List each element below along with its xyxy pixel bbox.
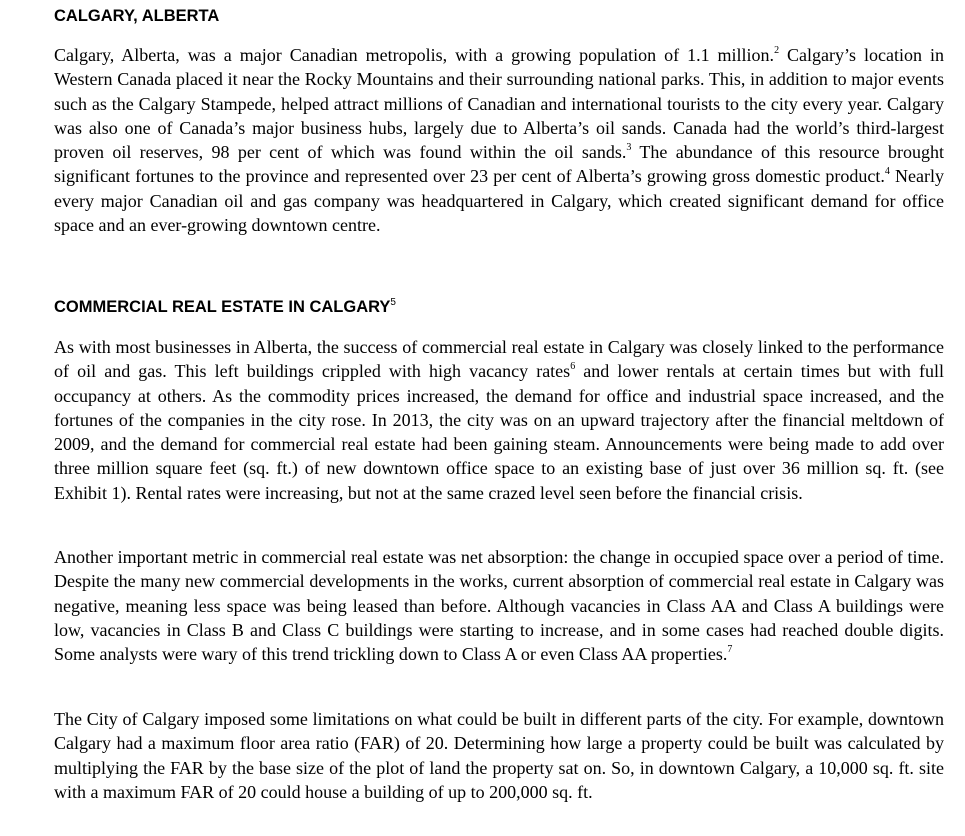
paragraph-commercial-real-estate <box>54 335 944 505</box>
section-heading-commercial-real-estate <box>54 297 396 317</box>
paragraph-text: Another important metric in commercial real estate was net absorption: the change in occupied space over a period of time. Despite the many new commercial developments in the works, current absorption of commercial real estate in Calgary was negative, meaning less space was being leased than before. Although vacancies in Class AA and Class A buildings were low, vacancies in Class B and Class C buildings were starting to increase, and in some cases had reached double digits. Some analysts were wary of this trend trickling down to Class A or even Class AA properties. <box>54 547 944 665</box>
paragraph-net-absorption <box>54 545 944 666</box>
paragraph-text: The abundance of this resource brought significant fortunes to the province and represented over 23 per cent of Alberta’s growing gross domestic product. <box>54 142 944 187</box>
heading-text: COMMERCIAL REAL ESTATE IN CALGARY <box>54 298 391 316</box>
paragraph-text: Calgary, Alberta, was a major Canadian metropolis, with a growing population of 1.1 million. <box>54 45 775 65</box>
footnote-ref: 2 <box>774 45 780 56</box>
paragraph-text: and lower rentals at certain times but with full occupancy at others. As the commodity prices increased, the demand for office and industrial space increased, and the fortunes of the companies in the city rose. In 2013, the city was on an upward trajectory after the financial meltdown of 2009, and the demand for commercial real estate had been gaining steam. Announcements were being made to add over three million square feet (sq. ft.) of new downtown office space to an existing base of just over 36 million sq. ft. (see Exhibit 1). Rental rates were increasing, but not at the same crazed level seen before the financial crisis. <box>54 361 945 503</box>
heading-text: CALGARY, ALBERTA <box>54 7 220 25</box>
paragraph-floor-area-ratio <box>54 707 944 804</box>
paragraph-text: Calgary’s location in Western Canada placed it near the Rocky Mountains and their surrounding national parks. This, in addition to major events such as the Calgary Stampede, helped attract millions of Canadian and international tourists to the city every year. Calgary was also one of Canada’s major business hubs, largely due to Alberta’s oil sands. Canada had the world’s third-largest proven oil reserves, 98 per cent of which was found within the oil sands. <box>54 45 944 163</box>
footnote-ref: 7 <box>727 644 733 656</box>
section-heading-calgary-alberta <box>54 6 219 26</box>
paragraph-calgary-overview <box>54 43 944 237</box>
footnote-ref: 6 <box>570 361 576 373</box>
paragraph-text: As with most businesses in Alberta, the success of commercial real estate in Calgary was closely linked to the performance of oil and gas. This left buildings crippled with high vacancy rates <box>54 337 944 382</box>
paragraph-text: Nearly every major Canadian oil and gas company was headquartered in Calgary, which created significant demand for office space and an ever-growing downtown centre. <box>54 166 944 236</box>
footnote-ref: 5 <box>390 297 396 308</box>
footnote-ref: 4 <box>884 166 890 178</box>
paragraph-text: The City of Calgary imposed some limitations on what could be built in different parts of the city. For example, downtown Calgary had a maximum floor area ratio (FAR) of 20. Determining how large a property could be built was calculated by multiplying the FAR by the base size of the plot of land the property sat on. So, in downtown Calgary, a 10,000 sq. ft. site with a maximum FAR of 20 could house a building of up to 200,000 sq. ft. <box>54 709 944 802</box>
footnote-ref: 3 <box>626 142 632 154</box>
